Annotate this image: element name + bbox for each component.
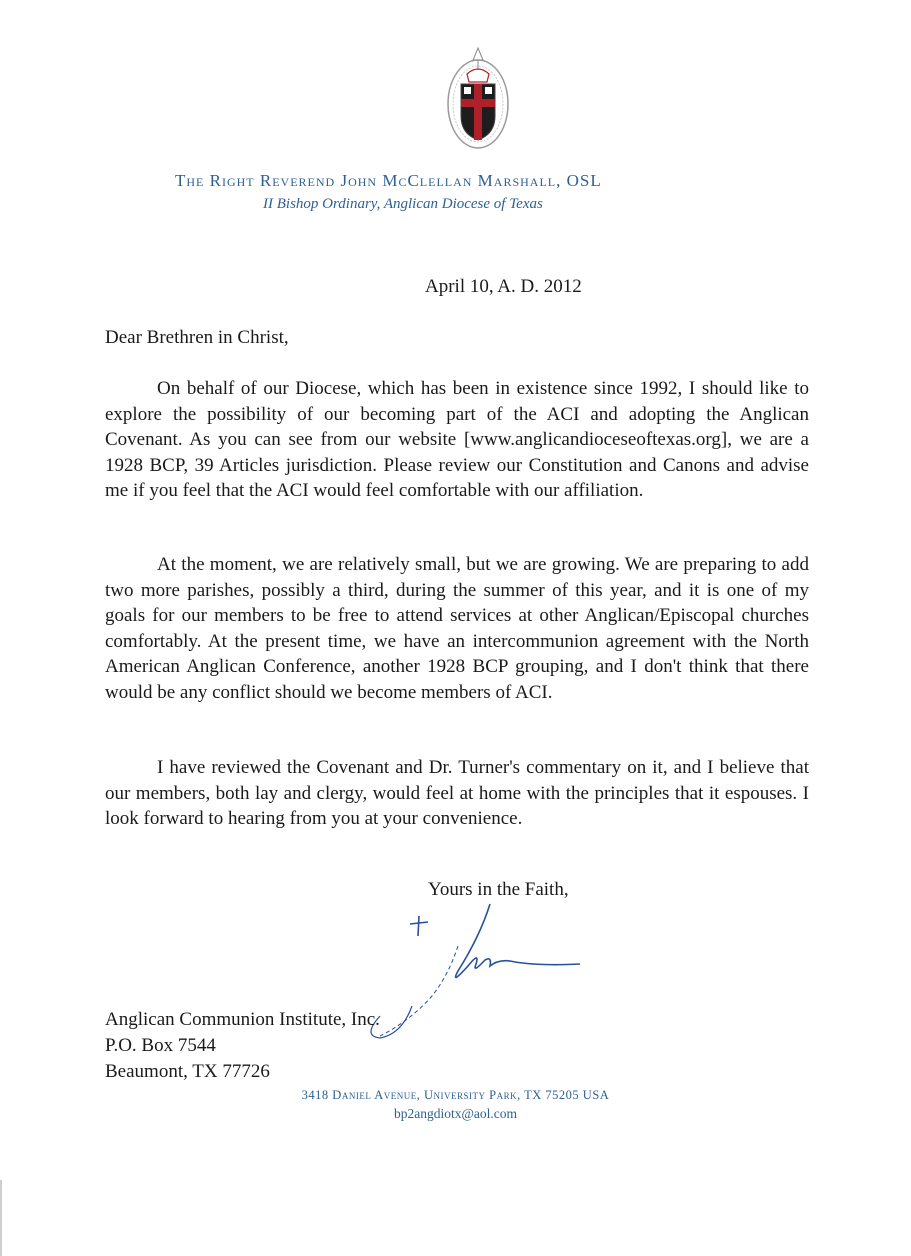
letterhead-bishop-name: The Right Reverend John McClellan Marshall, OSL	[175, 171, 602, 190]
recipient-po-box: P.O. Box 7544	[105, 1035, 216, 1056]
footer-street-address: 3418 Daniel Avenue, University Park, TX 75205 USA	[301, 1088, 610, 1102]
letter-paragraph-3: I have reviewed the Covenant and Dr. Turner's commentary on it, and I believe that our members, both lay and clergy, would feel at home with the principles that it espouses. I look forward to hearing from you at your convenience.	[105, 757, 809, 829]
recipient-city-state: Beaumont, TX 77726	[105, 1061, 270, 1082]
footer-email: bp2angdiotx@aol.com	[393, 1106, 518, 1121]
recipient-organization: Anglican Communion Institute, Inc.	[105, 1009, 380, 1030]
letterhead-bishop-title: II Bishop Ordinary, Anglican Diocese of Texas	[263, 196, 543, 212]
letter-paragraph-2: At the moment, we are relatively small, but we are growing. We are preparing to add two more parishes, possibly a third, during the summer of this year, and it is one of my goals for our members to be free to attend services at other Anglican/Episcopal churches comfortably. At the present time, we have an intercommunion agreement with the North American Anglican Conference, another 1928 BCP grouping, and I don't think that there would be any conflict should we become members of ACI.	[105, 554, 809, 703]
scan-edge-line	[0, 1180, 2, 1256]
letter-salutation: Dear Brethren in Christ,	[105, 327, 289, 348]
letter-closing: Yours in the Faith,	[428, 879, 569, 900]
diocese-seal-emblem	[443, 44, 513, 154]
letter-paragraph-1: On behalf of our Diocese, which has been in existence since 1992, I should like to explore the possibility of our becoming part of the ACI and adopting the Anglican Covenant. As you can see from our website [www.anglicandioceseoftexas.org], we are a 1928 BCP, 39 Articles jurisdiction. Please review our Constitution and Canons and advise me if you feel that the ACI would feel comfortable with our affiliation.	[105, 378, 809, 501]
letter-date: April 10, A. D. 2012	[425, 276, 582, 297]
